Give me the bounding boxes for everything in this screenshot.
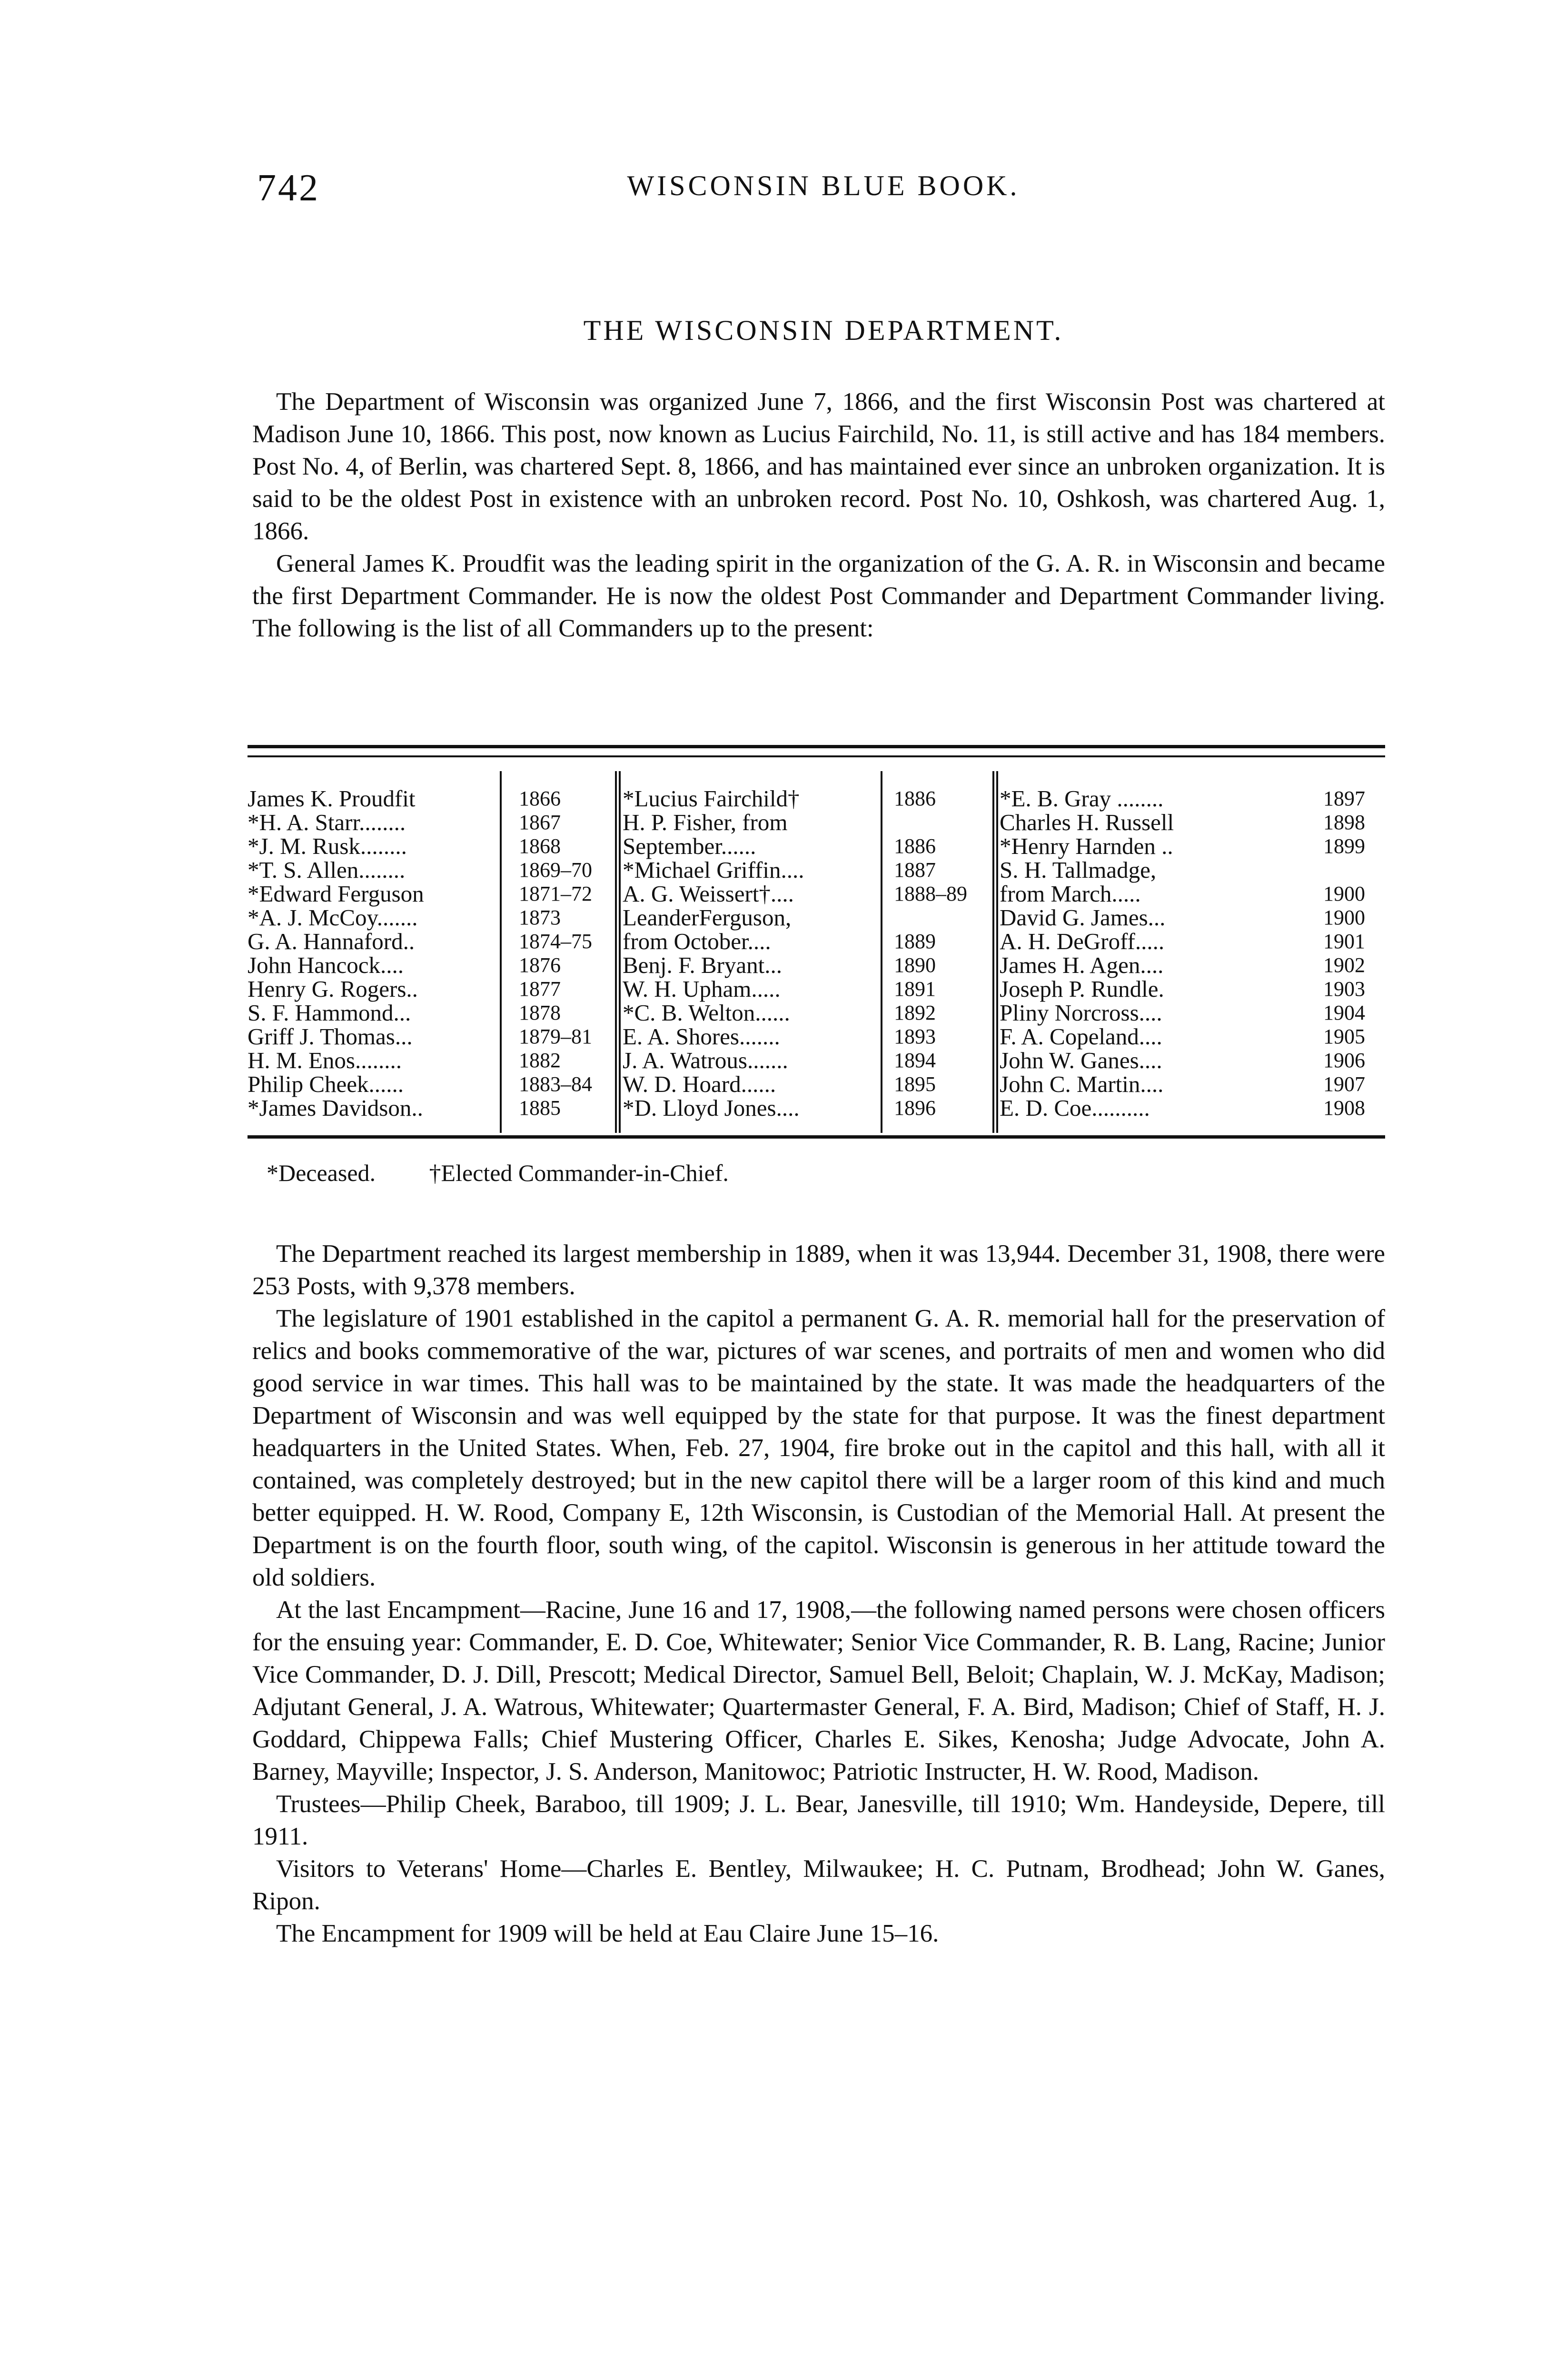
commander-name: *Lucius Fairchild† (623, 785, 800, 812)
commander-year: 1882 (519, 1049, 561, 1072)
commander-row (248, 1001, 628, 1025)
commander-year: 1876 (519, 953, 561, 977)
commander-name: *James Davidson.. (248, 1095, 423, 1121)
commander-name: James K. Proudfit (248, 785, 416, 812)
commander-year: 1887 (894, 858, 936, 882)
commander-year: 1869–70 (519, 858, 592, 882)
paragraph: Trustees—Philip Cheek, Baraboo, till 1909; J. L. Bear, Janesville, till 1910; Wm. Handeyside, Depere, till 1911. (252, 1790, 1385, 1850)
commander-name: *H. A. Starr........ (248, 809, 406, 835)
commander-name: H. M. Enos........ (248, 1047, 402, 1073)
commander-row (248, 882, 628, 906)
running-head (257, 167, 1390, 219)
commander-row (1000, 930, 1390, 953)
commander-year: 1886 (894, 834, 936, 858)
commander-row (248, 787, 628, 811)
commander-year: 1871–72 (519, 882, 592, 905)
commander-name: LeanderFerguson, (623, 904, 792, 931)
commander-year: 1898 (1323, 811, 1365, 834)
commander-name: A. G. Weissert†.... (623, 881, 794, 907)
commander-row (623, 1049, 1003, 1072)
commander-name: H. P. Fisher, from (623, 809, 788, 835)
commander-year: 1900 (1323, 882, 1365, 905)
commander-row (623, 977, 1003, 1001)
section-title: THE WISCONSIN DEPARTMENT. (583, 315, 1064, 346)
commander-row (1000, 787, 1390, 811)
commander-year: 1866 (519, 787, 561, 810)
commander-year: 1906 (1323, 1049, 1365, 1072)
paragraph: General James K. Proudfit was the leading spirit in the organization of the G. A. R. in Wisconsin and became the first Department Commander. He is now the oldest Post Commander and Department Commander living. The following is the list of all Commanders up to the present: (252, 550, 1385, 642)
commander-name: E. A. Shores....... (623, 1023, 780, 1050)
commander-year: 1896 (894, 1096, 936, 1120)
commander-row (248, 906, 628, 930)
commanders-column-1 (248, 787, 628, 1120)
commander-row (623, 953, 1003, 977)
commander-name: *C. B. Welton...... (623, 1000, 790, 1026)
commander-row (248, 1096, 628, 1120)
commander-year: 1888–89 (894, 882, 967, 905)
commander-name: from March..... (1000, 881, 1141, 907)
commander-year: 1878 (519, 1001, 561, 1024)
commander-year: 1894 (894, 1049, 936, 1072)
commander-row (623, 811, 1003, 834)
commander-name: *A. J. McCoy....... (248, 904, 418, 931)
commander-year: 1897 (1323, 787, 1365, 810)
commander-name: *Michael Griffin.... (623, 857, 804, 883)
commander-name: John C. Martin.... (1000, 1071, 1164, 1097)
commander-row (1000, 858, 1390, 882)
commander-name: J. A. Watrous....... (623, 1047, 788, 1073)
commander-row (248, 953, 628, 977)
paragraph: The Department of Wisconsin was organized June 7, 1866, and the first Wisconsin Post was chartered at Madison June 10, 1866. This post, now known as Lucius Fairchild, No. 11, is still active and has 184 members. Post No. 4, of Berlin, was chartered Sept. 8, 1866, and has maintained ever since an unbroken organization. It is said to be the oldest Post in existence with an unbroken record. Post No. 10, Oshkosh, was chartered Aug. 1, 1866. (252, 388, 1385, 545)
commanders-table (248, 745, 1385, 1150)
commander-row (248, 930, 628, 953)
commander-name: *E. B. Gray ........ (1000, 785, 1164, 812)
commander-year: 1907 (1323, 1072, 1365, 1096)
commander-name: G. A. Hannaford.. (248, 928, 415, 954)
commanders-column-3 (1000, 787, 1390, 1120)
table-rule-top-inner (248, 755, 1385, 757)
commander-row (623, 930, 1003, 953)
footnote-commander-in-chief: †Elected Commander-in-Chief. (429, 1160, 729, 1186)
commander-name: A. H. DeGroff..... (1000, 928, 1165, 954)
commander-row (248, 858, 628, 882)
commander-name: *D. Lloyd Jones.... (623, 1095, 800, 1121)
commander-row (623, 1096, 1003, 1120)
commander-row (1000, 977, 1390, 1001)
commander-name: W. H. Upham..... (623, 976, 781, 1002)
commander-name: Pliny Norcross.... (1000, 1000, 1162, 1026)
commander-year: 1900 (1323, 906, 1365, 929)
commander-year: 1892 (894, 1001, 936, 1024)
paragraph: The Department reached its largest membership in 1889, when it was 13,944. December 31, 1908, there were 253 Posts, with 9,378 members. (252, 1240, 1385, 1300)
paragraph: Visitors to Veterans' Home—Charles E. Bentley, Milwaukee; H. C. Putnam, Brodhead; John W. Ganes, Ripon. (252, 1855, 1385, 1915)
table-rule-top (248, 745, 1385, 748)
commander-row (1000, 1049, 1390, 1072)
commander-name: F. A. Copeland.... (1000, 1023, 1162, 1050)
body-text (252, 1238, 1385, 1950)
commander-year: 1902 (1323, 953, 1365, 977)
commander-name: Griff J. Thomas... (248, 1023, 413, 1050)
commander-row (1000, 953, 1390, 977)
commander-row (623, 906, 1003, 930)
commander-name: Henry G. Rogers.. (248, 976, 418, 1002)
commander-row (248, 811, 628, 834)
commander-name: W. D. Hoard...... (623, 1071, 776, 1097)
commander-row (623, 787, 1003, 811)
commander-year: 1899 (1323, 834, 1365, 858)
commander-row (1000, 1096, 1390, 1120)
book-title: WISCONSIN BLUE BOOK. (627, 170, 1020, 201)
commanders-column-2 (623, 787, 1003, 1120)
commander-year: 1905 (1323, 1025, 1365, 1048)
commander-row (248, 1049, 628, 1072)
commander-name: S. H. Tallmadge, (1000, 857, 1157, 883)
commander-year: 1883–84 (519, 1072, 592, 1096)
commander-year: 1908 (1323, 1096, 1365, 1120)
commander-row (1000, 1025, 1390, 1049)
commander-name: Benj. F. Bryant... (623, 952, 782, 978)
commander-row (1000, 882, 1390, 906)
commander-row (623, 834, 1003, 858)
paragraph: The Encampment for 1909 will be held at Eau Claire June 15–16. (276, 1920, 939, 1947)
table-rule-bottom (248, 1135, 1385, 1139)
commander-row (248, 1025, 628, 1049)
paragraph: The legislature of 1901 established in the capitol a permanent G. A. R. memorial hall for the preservation of relics and books commemorative of the war, pictures of war scenes, and portraits of men and women who did good service in war times. This hall was to be maintained by the state. It was made the headquarters of the Department of Wisconsin and was well equipped by the state for that purpose. It was the finest department headquarters in the United States. When, Feb. 27, 1904, fire broke out in the capitol and this hall, with all it contained, was completely destroyed; but in the new capitol there will be a larger room of this kind and much better equipped. H. W. Rood, Company E, 12th Wisconsin, is Custodian of the Memorial Hall. At present the Department is on the fourth floor, south wing, of the capitol. Wisconsin is generous in her attitude toward the old soldiers. (252, 1305, 1385, 1591)
commander-year: 1889 (894, 930, 936, 953)
commander-year: 1867 (519, 811, 561, 834)
commander-name: *Henry Harnden .. (1000, 833, 1173, 859)
commander-year: 1891 (894, 977, 936, 1001)
commander-row (623, 1025, 1003, 1049)
commander-year: 1877 (519, 977, 561, 1001)
commander-year: 1874–75 (519, 930, 592, 953)
commander-name: *J. M. Rusk........ (248, 833, 407, 859)
intro-text (252, 386, 1385, 645)
commander-year: 1895 (894, 1072, 936, 1096)
commander-row (623, 1001, 1003, 1025)
commander-year: 1901 (1323, 930, 1365, 953)
commander-name: David G. James... (1000, 904, 1166, 931)
commander-year: 1904 (1323, 1001, 1365, 1024)
page-number: 742 (257, 167, 320, 209)
commander-row (1000, 906, 1390, 930)
commander-row (1000, 1072, 1390, 1096)
commander-row (623, 858, 1003, 882)
commander-name: Philip Cheek...... (248, 1071, 404, 1097)
commander-year: 1893 (894, 1025, 936, 1048)
commander-name: *Edward Ferguson (248, 881, 424, 907)
commander-year: 1873 (519, 906, 561, 929)
commander-row (248, 977, 628, 1001)
commander-row (623, 1072, 1003, 1096)
commander-year: 1868 (519, 834, 561, 858)
commander-year: 1879–81 (519, 1025, 592, 1048)
commander-row (248, 834, 628, 858)
commander-row (248, 1072, 628, 1096)
commander-row (1000, 811, 1390, 834)
commander-name: Charles H. Russell (1000, 809, 1174, 835)
table-footnote (267, 1159, 1219, 1187)
commander-name: *T. S. Allen........ (248, 857, 406, 883)
paragraph: At the last Encampment—Racine, June 16 and 17, 1908,—the following named persons were chosen officers for the ensuing year: Commander, E. D. Coe, Whitewater; Senior Vice Commander, R. B. Lang, Racine; Junior Vice Commander, D. J. Dill, Prescott; Medical Director, Samuel Bell, Beloit; Chaplain, W. J. McKay, Madison; Adjutant General, J. A. Watrous, Whitewater; Quartermaster General, F. A. Bird, Madison; Chief of Staff, H. J. Goddard, Chippewa Falls; Chief Mustering Officer, Charles E. Sikes, Kenosha; Judge Advocate, John A. Barney, Mayville; Inspector, J. S. Anderson, Manitowoc; Patriotic Instructer, H. W. Rood, Madison. (252, 1596, 1385, 1785)
commander-name: September...... (623, 833, 756, 859)
commander-year: 1890 (894, 953, 936, 977)
commander-name: John W. Ganes.... (1000, 1047, 1162, 1073)
commander-year: 1885 (519, 1096, 561, 1120)
commander-name: Joseph P. Rundle. (1000, 976, 1164, 1002)
commander-name: S. F. Hammond... (248, 1000, 411, 1026)
commander-name: John Hancock.... (248, 952, 404, 978)
commander-row (1000, 1001, 1390, 1025)
commander-name: from October.... (623, 928, 771, 954)
commander-name: E. D. Coe.......... (1000, 1095, 1150, 1121)
commander-year: 1903 (1323, 977, 1365, 1001)
commander-year: 1886 (894, 787, 936, 810)
commander-name: James H. Agen.... (1000, 952, 1164, 978)
commander-row (1000, 834, 1390, 858)
commander-row (623, 882, 1003, 906)
footnote-deceased: *Deceased. (267, 1160, 376, 1186)
